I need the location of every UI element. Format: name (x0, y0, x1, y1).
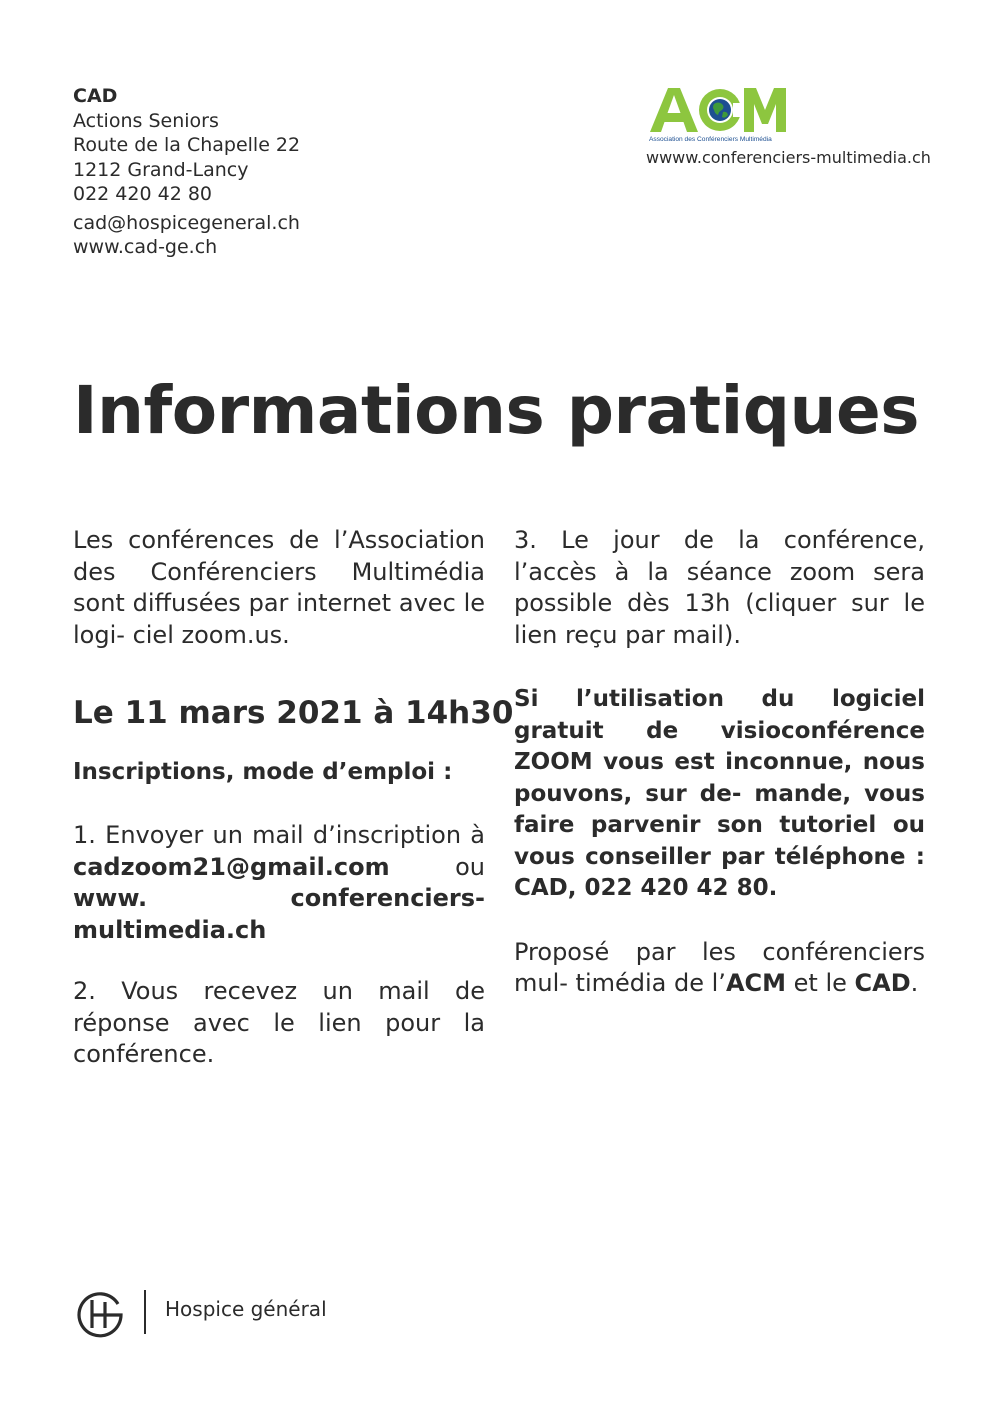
credits-text: Proposé par les conférenciers mul- timédia de l’ (514, 937, 925, 997)
step-1 (73, 820, 485, 946)
address-org: CAD (73, 85, 118, 107)
step-3 (514, 525, 925, 651)
step-1-text: 1. Envoyer un mail d’inscription à (73, 821, 485, 849)
address-phone: 022 420 42 80 (73, 183, 213, 205)
registration-subhead: Inscriptions, mode d’emploi : (73, 759, 453, 785)
credits-cad: CAD (854, 969, 911, 997)
footer-divider (144, 1290, 146, 1334)
address-email[interactable]: cad@hospicegeneral.ch (73, 211, 300, 234)
right-column (514, 525, 925, 1000)
address-web[interactable]: www.cad-ge.ch (73, 236, 218, 258)
acm-logo (648, 84, 788, 144)
step-1-or: ou (455, 852, 485, 881)
left-column (73, 525, 514, 1071)
zoom-help-text-2: téléphone : CAD, 022 420 42 80. (514, 843, 925, 901)
address-dept: Actions Seniors (73, 109, 219, 132)
credits-acm: ACM (725, 969, 787, 997)
address-block (73, 84, 300, 260)
step-1-site[interactable]: conferenciers-multimedia.ch (73, 884, 485, 944)
address-street: Route de la Chapelle 22 (73, 134, 301, 156)
intro-paragraph (73, 525, 485, 651)
credits-end: . (910, 969, 919, 997)
step-1-www[interactable]: www. (73, 884, 148, 912)
step-3-text-1: 3. Le jour de la conférence, l’accès à la séance zoom sera possible dès 13h (cliquer sur le lien reçu par (514, 526, 925, 649)
acm-logo-globe-icon (699, 89, 743, 131)
address-city: 1212 Grand-Lancy (73, 158, 249, 181)
hospice-general-logo-icon (75, 1288, 125, 1338)
page-title: Informations pratiques (73, 372, 920, 449)
credits-paragraph (514, 937, 925, 1000)
step-3-text-2: mail). (672, 620, 741, 649)
acm-logo-letter-a (650, 88, 698, 132)
footer-org-name: Hospice général (165, 1297, 327, 1321)
registration-email[interactable]: cadzoom21@gmail.com (73, 852, 390, 881)
step-2: 2. Vous recevez un mail de réponse avec le lien pour la conférence. (73, 977, 485, 1068)
date-heading: Le 11 mars 2021 à 14h30 (73, 695, 514, 731)
acm-logo-subtitle: Association des Conférenciers Multimédia (649, 136, 772, 143)
acm-url[interactable]: wwww.conferenciers-multimedia.ch (646, 148, 931, 167)
intro-text-2: ciel zoom.us. (132, 620, 290, 649)
intro-text-1: Les conférences de l’Association des Conférenciers Multimédia sont diffusées par internet avec le logi- (73, 526, 485, 649)
acm-logo-letter-m (744, 88, 786, 132)
credits-mid: et le (786, 969, 855, 997)
zoom-help-paragraph (514, 684, 925, 905)
zoom-help-text-1: Si l’utilisation du logiciel gratuit de visioconférence ZOOM vous est inconnue, nous pouvons, sur de- mande, vous faire parvenir son tutoriel ou vous conseiller par (514, 686, 925, 870)
